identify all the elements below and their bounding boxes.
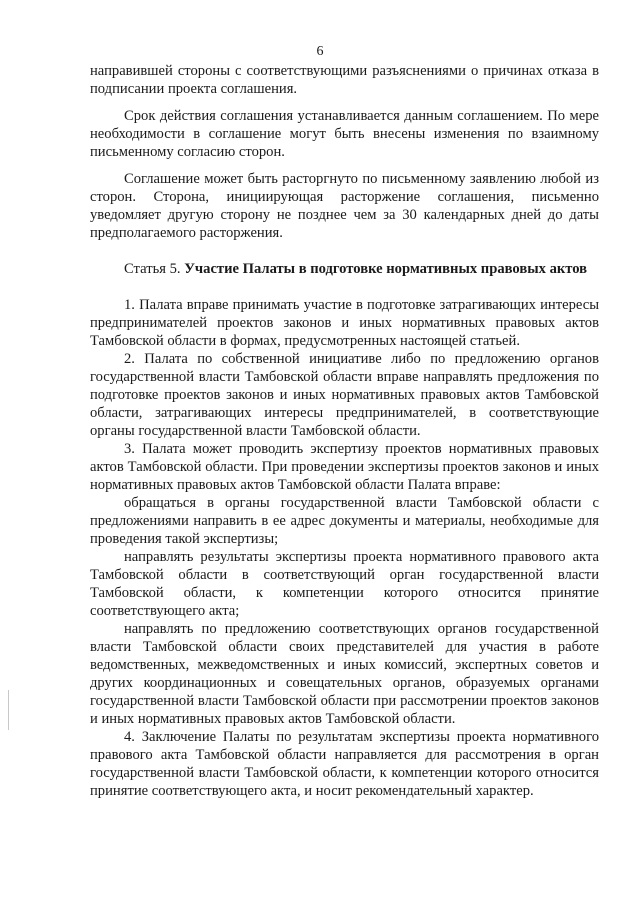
page-number: 6 bbox=[316, 44, 324, 59]
document-body bbox=[90, 62, 599, 800]
scan-edge-mark bbox=[8, 690, 9, 730]
list-item: 2. Палата по собственной инициативе либо по предложению органов государственной власти Тамбовской области вправе направлять предложения по подготовке проектов законов и иных нормативных правовых актов Тамбовской области, затрагивающих интересы предпринимателей, в соответствующие органы государственной власти Тамбовской области. bbox=[90, 351, 599, 439]
article-prefix: Статья 5. bbox=[124, 261, 181, 277]
article-title: Участие Палаты в подготовке нормативных правовых актов bbox=[184, 261, 588, 277]
list-item: 4. Заключение Палаты по результатам экспертизы проекта нормативного правового акта Тамбовской области направляется для рассмотрения в орган государственной власти Тамбовской области, к компетенции которого относится принятие соответствующего акта, и носит рекомендательный характер. bbox=[90, 729, 599, 799]
list-item: 1. Палата вправе принимать участие в подготовке затрагивающих интересы предпринимателей проектов законов и иных нормативных правовых актов Тамбовской области в формах, предусмотренных настоящей статьей. bbox=[90, 297, 599, 349]
article-heading bbox=[90, 260, 599, 278]
list-item: 3. Палата может проводить экспертизу проектов нормативных правовых актов Тамбовской области. При проведении экспертизы проектов законов и иных нормативных правовых актов Тамбовской области Палата вправе: bbox=[90, 441, 599, 493]
paragraph: Срок действия соглашения устанавливается данным соглашением. По мере необходимости в соглашение могут быть внесены изменения по взаимному письменному согласию сторон. bbox=[90, 108, 599, 160]
paragraph: Соглашение может быть расторгнуто по письменному заявлению любой из сторон. Сторона, инициирующая расторжение соглашения, письменно уведомляет другую сторону не позднее чем за 30 календарных дней до даты предполагаемого расторжения. bbox=[90, 171, 599, 241]
list-item: направлять результаты экспертизы проекта нормативного правового акта Тамбовской области в соответствующий орган государственной власти Тамбовской области, к компетенции которого относится принятие соответствующего акта; bbox=[90, 549, 599, 619]
list-item: обращаться в органы государственной власти Тамбовской области с предложениями направить в ее адрес документы и материалы, необходимые для проведения такой экспертизы; bbox=[90, 495, 599, 547]
list-item: направлять по предложению соответствующих органов государственной власти Тамбовской области своих представителей для участия в работе ведомственных, межведомственных и иных комиссий, экспертных советов и других координационных и совещательных органов, образуемых органами государственной власти Тамбовской области при рассмотрении проектов законов и иных нормативных правовых актов Тамбовской области. bbox=[90, 621, 599, 727]
paragraph: направившей стороны с соответствующими разъяснениями о причинах отказа в подписании проекта соглашения. bbox=[90, 63, 599, 97]
